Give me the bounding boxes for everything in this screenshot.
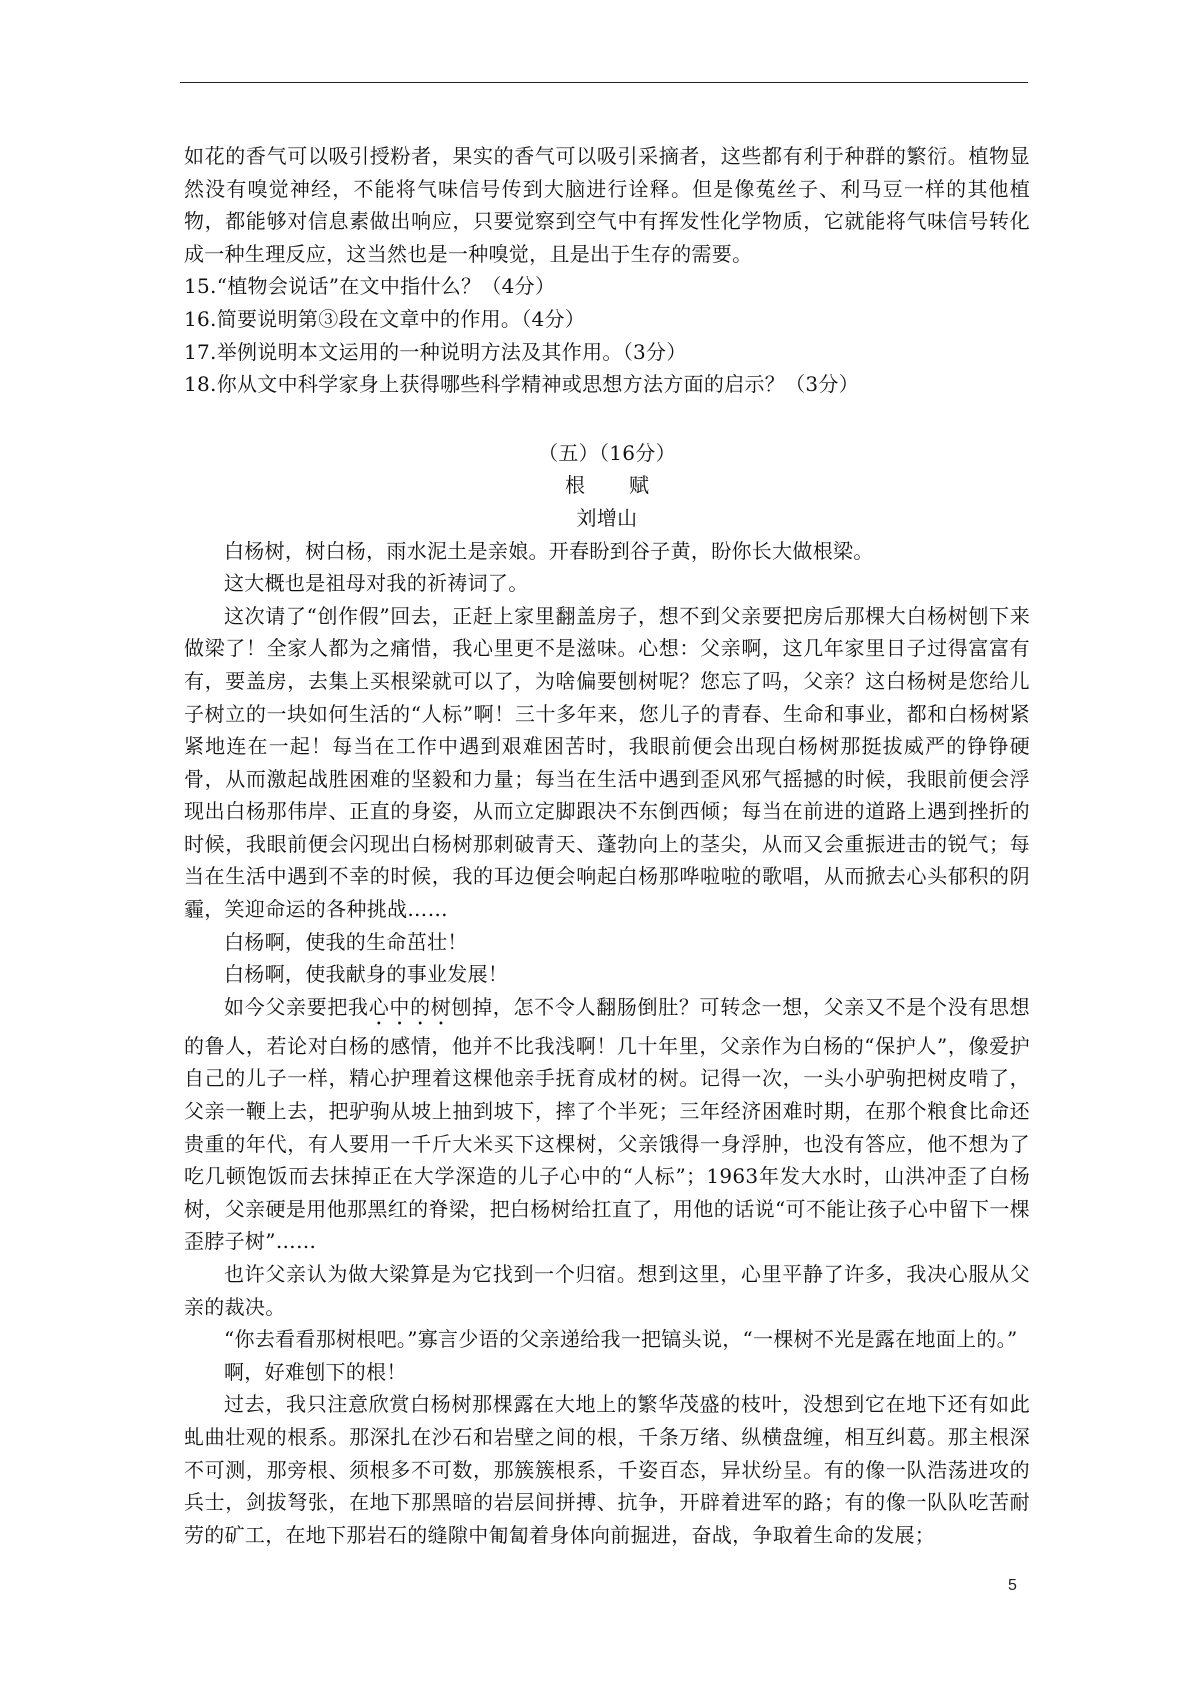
essay-title: 根赋 — [565, 473, 693, 498]
page-content — [184, 140, 1030, 1551]
passage-paragraph-2: 这大概也是祖母对我的祈祷词了。 — [224, 571, 529, 596]
emphasized-phrase: 心中的树 — [368, 994, 452, 1019]
question-17: 17.举例说明本文运用的一种说明方法及其作用。（3分） — [184, 339, 687, 364]
question-18: 18.你从文中科学家身上获得哪些科学精神或思想方法方面的启示？（3分） — [184, 372, 860, 397]
passage-paragraph-7: 也许父亲认为做大梁算是为它找到一个归宿。想到这里，心里平静了许多，我决心服从父亲的裁决。 — [184, 1262, 1030, 1319]
passage-paragraph-3: 这次请了“创作假”回去，正赶上家里翻盖房子，想不到父亲要把房后那棵大白杨树刨下来做梁了！全家人都为之痛惜，我心里更不是滋味。心想：父亲啊，这几年家里日子过得富富有有，要盖房，去集上买根梁就可以了，为啥偏要刨树呢？您忘了吗，父亲？这白杨树是您给儿子树立的一块如何生活的“人标”啊！三十多年来，您儿子的青春、生命和事业，都和白杨树紧紧地连在一起！每当在工作中遇到艰难困苦时，我眼前便会出现白杨树那挺拔威严的铮铮硬骨，从而激起战胜困难的坚毅和力量；每当在生活中遇到歪风邪气摇撼的时候，我眼前便会浮现出白杨那伟岸、正直的身姿，从而立定脚跟决不东倒西倾；每当在前进的道路上遇到挫折的时候，我眼前便会闪现出白杨树那刺破青天、蓬勃向上的茎尖，从而又会重振进击的锐气；每当在生活中遇到不幸的时候，我的耳边便会响起白杨那哗啦啦的歌唱，从而掀去心头郁积的阴霾，笑迎命运的各种挑战…… — [184, 603, 1030, 922]
passage-paragraph-5: 白杨啊，使我献身的事业发展！ — [224, 962, 509, 987]
p6-text-before: 如今父亲要把我 — [224, 994, 369, 1019]
passage-paragraph-9: 啊，好难刨下的根！ — [224, 1359, 407, 1384]
question-15: 15.“植物会说话”在文中指什么？（4分） — [184, 274, 556, 299]
p6-text-after: 刨掉，怎不令人翻肠倒肚？可转念一想，父亲又不是个没有思想的鲁人，若论对白杨的感情，他并不比我浅啊！几十年里，父亲作为白杨的“保护人”，像爱护自己的儿子一样，精心护理着这棵他亲手抚育成材的树。记得一次，一头小驴驹把树皮啃了，父亲一鞭上去，把驴驹从坡上抽到坡下，摔了个半死；三年经济困难时期，在那个粮食比命还贵重的年代，有人要用一千斤大米买下这棵树，父亲饿得一身浮肿，也没有答应，他不想为了吃几顿饱饭而去抹掉正在大学深造的儿子心中的“人标”；1963年发大水时，山洪冲歪了白杨树，父亲硬是用他那黑红的脊梁，把白杨树给扛直了，用他的话说“可不能让孩子心中留下一棵歪脖子树”…… — [184, 994, 1030, 1254]
intro-paragraph: 如花的香气可以吸引授粉者，果实的香气可以吸引采摘者，这些都有利于种群的繁衍。植物显然没有嗅觉神经，不能将气味信号传到大脑进行诠释。但是像菟丝子、利马豆一样的其他植物，都能够对信息素做出响应，只要觉察到空气中有挥发性化学物质，它就能将气味信号转化成一种生理反应，这当然也是一种嗅觉，且是出于生存的需要。 — [184, 144, 1030, 266]
passage-paragraph-8: “你去看看那树根吧。”寡言少语的父亲递给我一把镐头说，“一棵树不光是露在地面上的。” — [224, 1327, 1018, 1352]
essay-author: 刘增山 — [576, 505, 638, 530]
section-heading: （五）（16分） — [538, 440, 676, 465]
header-rule — [180, 82, 1028, 83]
passage-paragraph-1: 白杨树，树白杨，雨水泥土是亲娘。开春盼到谷子黄，盼你长大做根梁。 — [224, 538, 874, 563]
passage-paragraph-10: 过去，我只注意欣赏白杨树那棵露在大地上的繁华茂盛的枝叶，没想到它在地下还有如此虬曲壮观的根系。那深扎在沙石和岩壁之间的根，千条万绪、纵横盘缠，相互纠葛。那主根深不可测，那旁根、须根多不可数，那簇簇根系，千姿百态，异状纷呈。有的像一队浩荡进攻的兵士，剑拔弩张，在地下那黑暗的岩层间拼搏、抗争，开辟着进军的路；有的像一队队吃苦耐劳的矿工，在地下那岩石的缝隙中匍匐着身体向前掘进，奋战，争取着生命的发展； — [184, 1392, 1030, 1547]
question-16: 16.简要说明第③段在文章中的作用。（4分） — [184, 306, 586, 331]
passage-paragraph-4: 白杨啊，使我的生命茁壮！ — [224, 929, 468, 954]
page-number: 5 — [1008, 1577, 1017, 1594]
passage-paragraph-6 — [184, 991, 1030, 1258]
section-gap — [184, 401, 1030, 437]
